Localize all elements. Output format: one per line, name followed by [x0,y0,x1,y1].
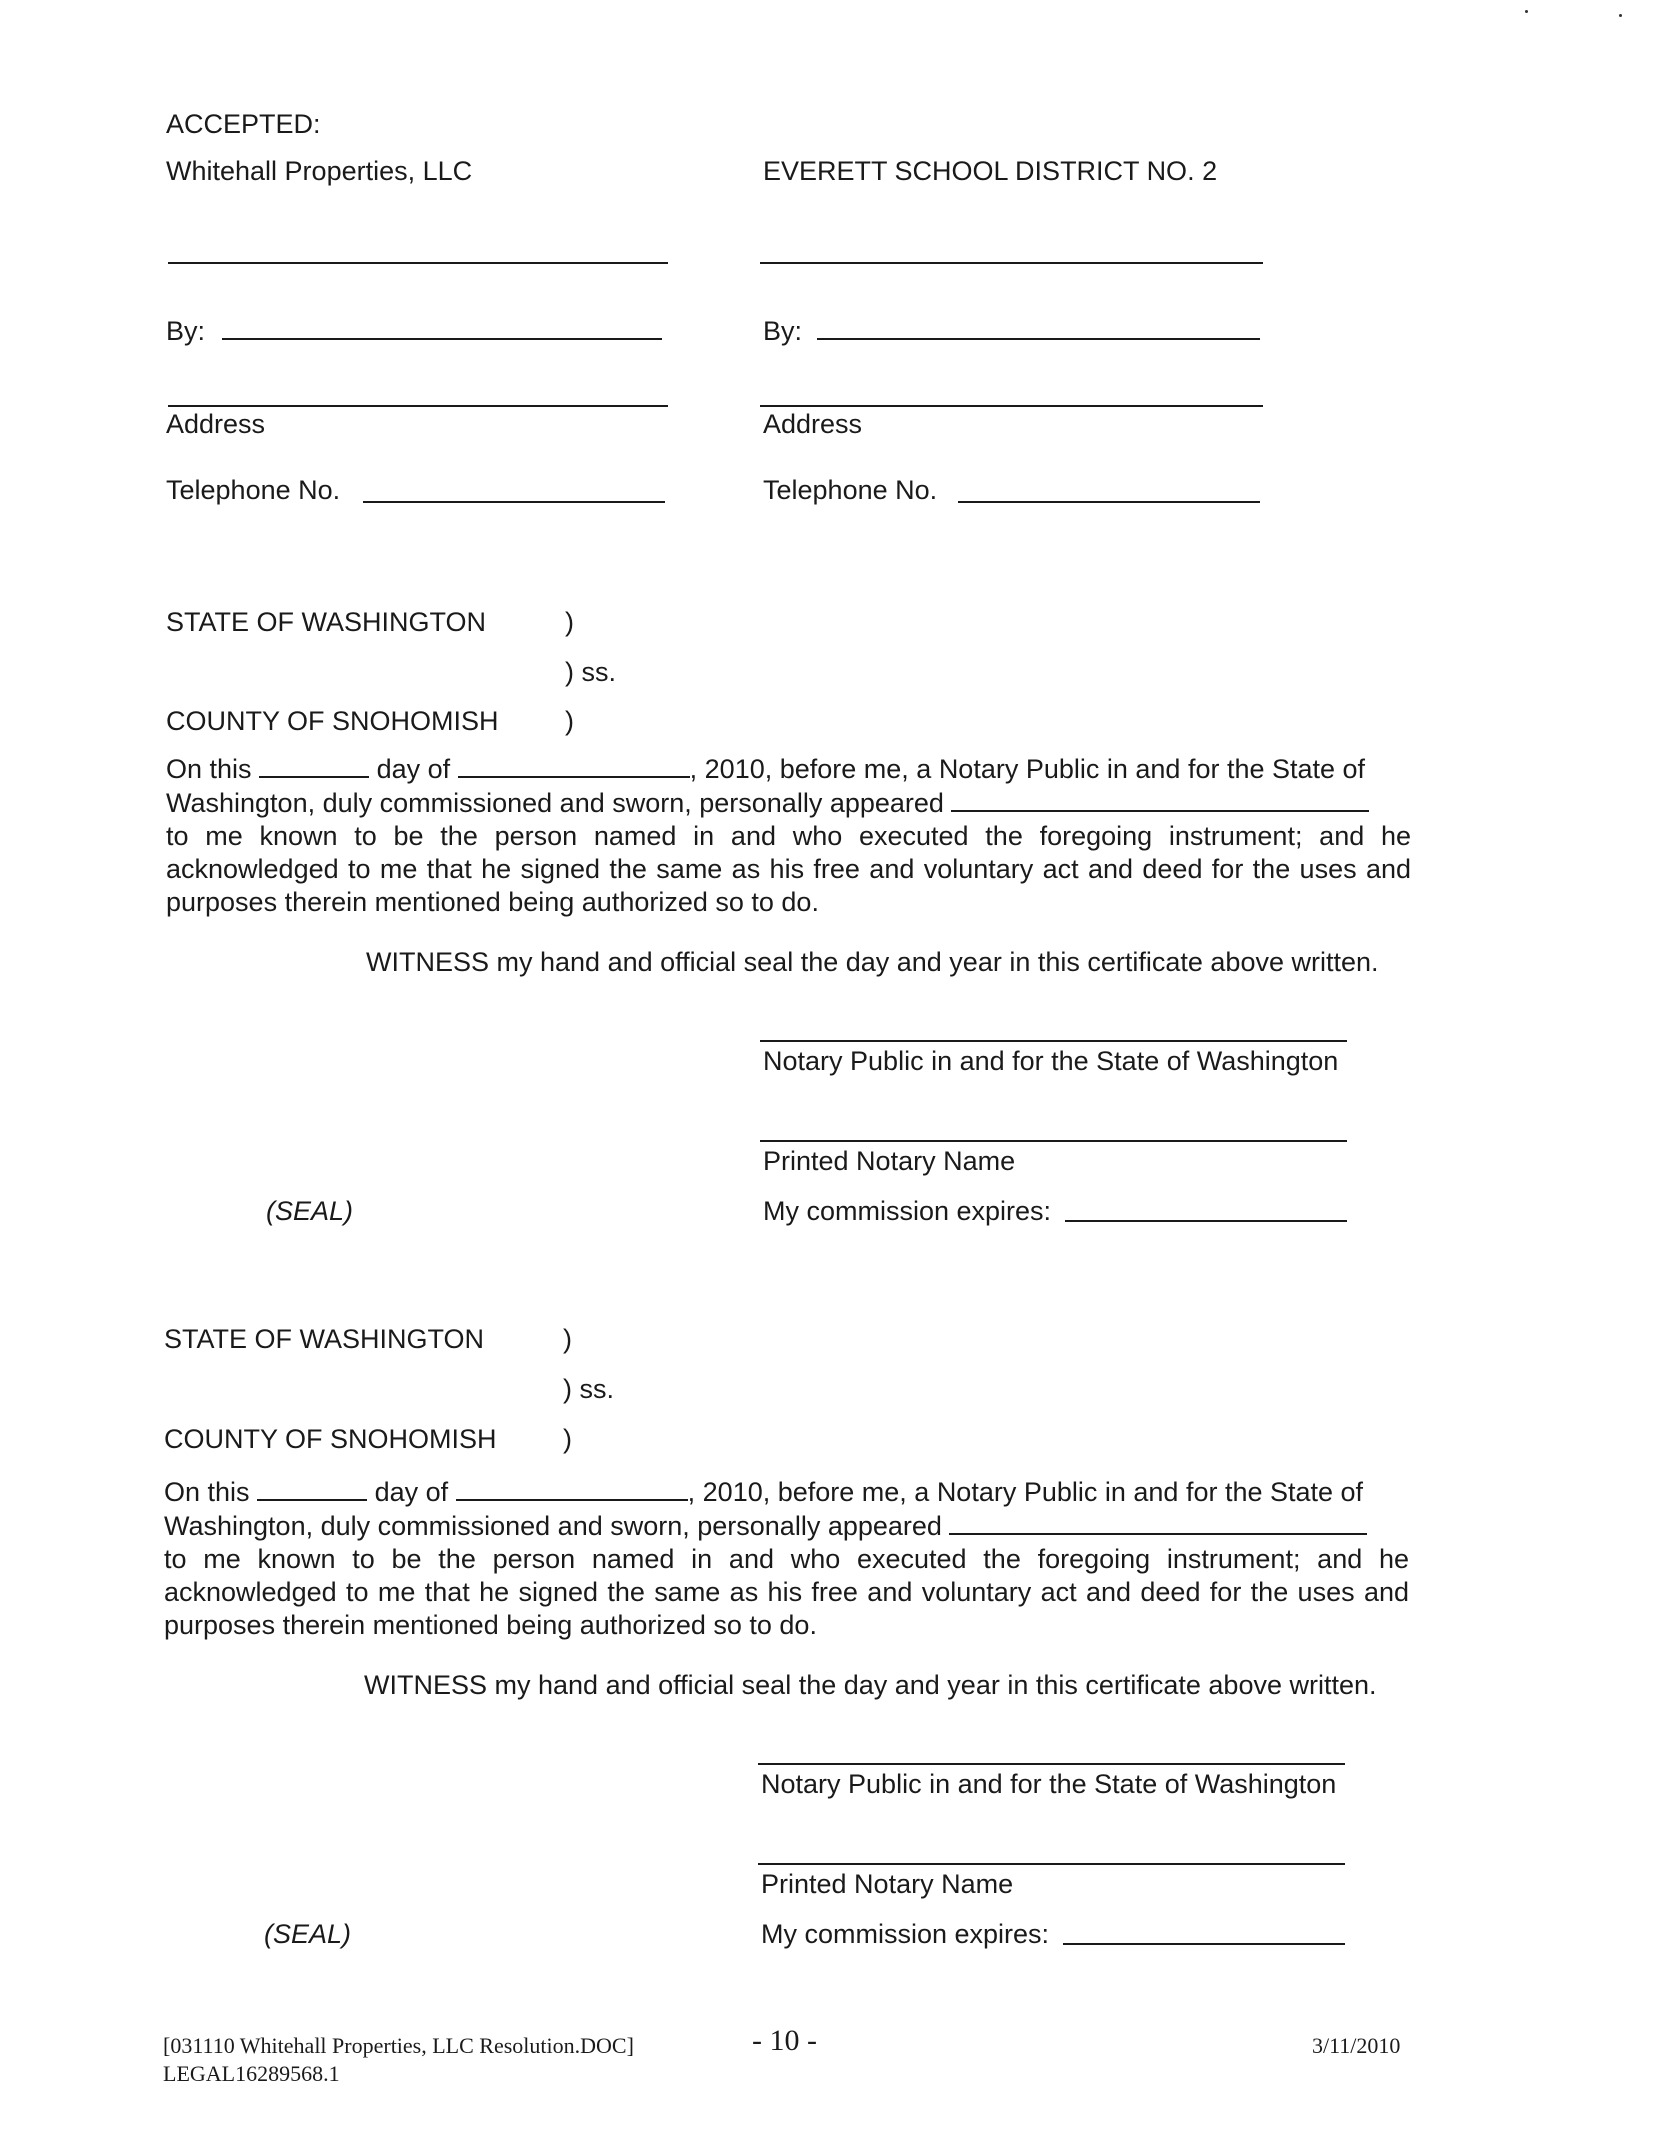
right-signature-line[interactable] [760,262,1263,264]
printed-name-line[interactable] [760,1140,1347,1142]
printed-name-label: Printed Notary Name [761,1869,1014,1899]
on-this-text: On this [166,754,252,784]
commission-label: My commission expires: [761,1919,1050,1949]
year-clause-text: , 2010, before me, a Notary Public in and for the State of [687,1477,1364,1507]
right-by-line[interactable] [817,338,1260,340]
left-by-line[interactable] [222,338,662,340]
footer-doc-id: LEGAL16289568.1 [163,2061,340,2086]
year-clause-text: , 2010, before me, a Notary Public in and for the State of [689,754,1366,784]
left-address-line[interactable] [168,405,668,407]
seal-label: (SEAL) [264,1919,352,1949]
witness-text: WITNESS my hand and official seal the day and year in this certificate above written. [366,947,1379,977]
month-blank[interactable] [456,1475,688,1501]
state-paren: ) [565,607,574,637]
left-by-label: By: [166,316,206,346]
acknowledgment-body: to me known to be the person named in and who executed the foregoing instrument; and he acknowledged to me that he signed the same as his free and voluntary act and deed for the uses and purposes therein mentioned being authorized so to do. [166,821,1411,917]
commission-label: My commission expires: [763,1196,1052,1226]
left-address-label: Address [166,409,266,439]
left-telephone-line[interactable] [363,501,665,503]
seal-label: (SEAL) [266,1196,354,1226]
ss-label: ) ss. [563,1374,614,1404]
state-label: STATE OF WASHINGTON [164,1324,485,1354]
notary-signature-line[interactable] [758,1763,1345,1765]
appeared-text: Washington, duly commissioned and sworn, personally appeared [164,1511,942,1541]
notary-public-label: Notary Public in and for the State of Washington [763,1046,1339,1076]
footer-doc-name: [031110 Whitehall Properties, LLC Resolution.DOC] [163,2033,634,2058]
scan-speck [1525,10,1528,13]
page-number: - 10 - [752,2024,817,2057]
county-paren: ) [565,706,574,736]
left-telephone-label: Telephone No. [166,475,341,505]
footer-date: 3/11/2010 [1312,2033,1401,2058]
day-blank[interactable] [257,1475,367,1501]
month-blank[interactable] [458,752,690,778]
appeared-blank[interactable] [949,1509,1367,1535]
right-address-line[interactable] [760,405,1263,407]
day-blank[interactable] [259,752,369,778]
commission-line[interactable] [1065,1220,1347,1222]
acknowledgment-paragraph [166,752,1411,919]
state-label: STATE OF WASHINGTON [166,607,487,637]
right-telephone-label: Telephone No. [763,475,938,505]
county-label: COUNTY OF SNOHOMISH [166,706,499,736]
acknowledgment-paragraph [164,1475,1409,1642]
right-by-label: By: [763,316,803,346]
right-telephone-line[interactable] [958,501,1260,503]
county-paren: ) [563,1424,572,1454]
scan-speck [1619,14,1622,17]
acknowledgment-body: to me known to be the person named in and who executed the foregoing instrument; and he acknowledged to me that he signed the same as his free and voluntary act and deed for the uses and purposes therein mentioned being authorized so to do. [164,1544,1409,1640]
left-party-name: Whitehall Properties, LLC [166,156,473,186]
printed-name-line[interactable] [758,1863,1345,1865]
right-party-name: EVERETT SCHOOL DISTRICT NO. 2 [763,156,1218,186]
appeared-blank[interactable] [951,786,1369,812]
appeared-text: Washington, duly commissioned and sworn, personally appeared [166,788,944,818]
ss-label: ) ss. [565,657,616,687]
printed-name-label: Printed Notary Name [763,1146,1016,1176]
accepted-label: ACCEPTED: [166,109,321,139]
day-of-text: day of [374,1477,449,1507]
on-this-text: On this [164,1477,250,1507]
state-paren: ) [563,1324,572,1354]
commission-line[interactable] [1063,1943,1345,1945]
witness-text: WITNESS my hand and official seal the day and year in this certificate above written. [364,1670,1377,1700]
notary-public-label: Notary Public in and for the State of Washington [761,1769,1337,1799]
notary-signature-line[interactable] [760,1040,1347,1042]
right-address-label: Address [763,409,863,439]
left-signature-line[interactable] [168,262,668,264]
day-of-text: day of [376,754,451,784]
county-label: COUNTY OF SNOHOMISH [164,1424,497,1454]
